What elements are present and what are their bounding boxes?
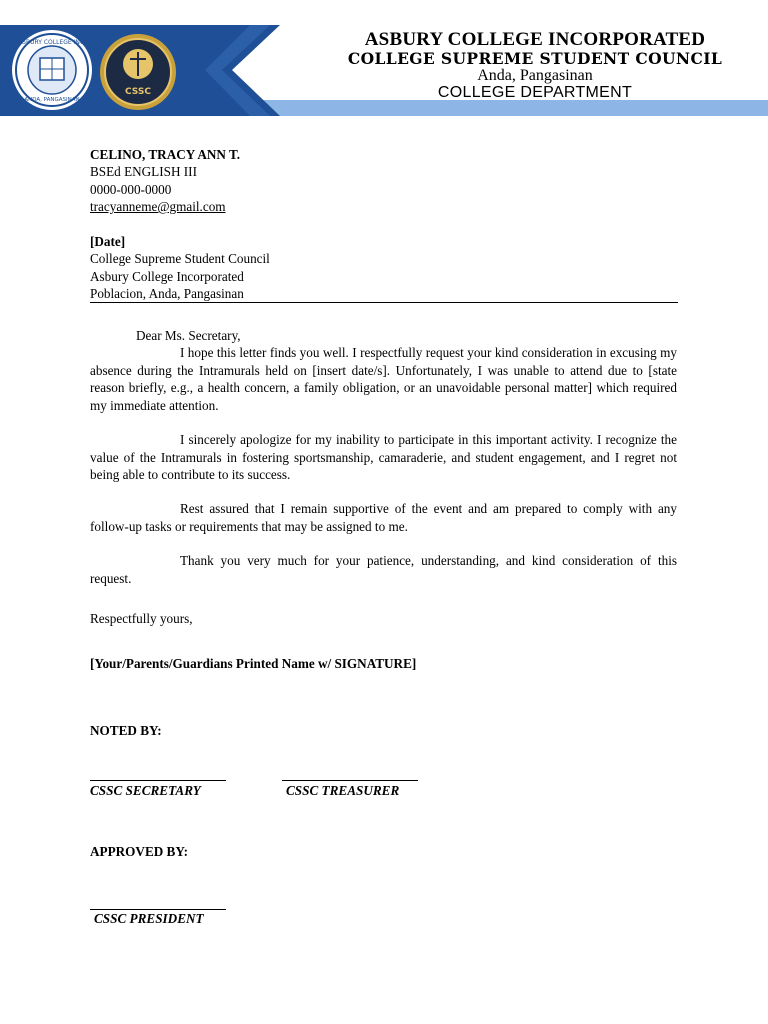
recipient-line-1: College Supreme Student Council xyxy=(90,251,270,266)
recipient-line-3: Poblacion, Anda, Pangasinan xyxy=(90,286,244,301)
paragraph-2: I sincerely apologize for my inability to participate in this important activity. I recognize the value of the Intramurals in fostering sportsmanship, camaraderie, and student engagement, and I regret not being able to contribute to its success. xyxy=(90,432,677,482)
svg-text:ANDA, PANGASINAN: ANDA, PANGASINAN xyxy=(24,97,80,103)
salutation: Dear Ms. Secretary, xyxy=(136,328,241,343)
cssc-seal-logo xyxy=(100,34,176,110)
treasurer-signature-line xyxy=(282,780,418,781)
date-placeholder: [Date] xyxy=(90,234,126,249)
svg-text:ASBURY COLLEGE INC.: ASBURY COLLEGE INC. xyxy=(18,39,86,46)
approved-by-label: APPROVED BY: xyxy=(90,844,189,859)
sender-course: BSEd ENGLISH III xyxy=(90,164,197,179)
paragraph-4: Thank you very much for your patience, understanding, and kind consideration of this request. xyxy=(90,553,677,586)
closing: Respectfully yours, xyxy=(90,611,193,626)
secretary-signature-line xyxy=(90,780,226,781)
president-signature-line xyxy=(90,909,226,910)
sender-email-link[interactable]: tracyanneme@gmail.com xyxy=(90,199,226,214)
signature-placeholder: [Your/Parents/Guardians Printed Name w/ SIGNATURE] xyxy=(90,656,417,671)
council-name: COLLEGE SUPREME STUDENT COUNCIL xyxy=(347,49,723,68)
sender-phone: 0000-000-0000 xyxy=(90,182,172,197)
letterhead xyxy=(0,0,768,120)
paragraph-1: I hope this letter finds you well. I respectfully request your kind consideration in excusing my absence during the Intramurals held on [insert date/s]. Unfortunately, I was unable to attend due to [state reason briefly, e.g., a health concern, a family obligation, or an unavoidable personal matter] which required my immediate attention. xyxy=(90,345,677,413)
department: COLLEGE DEPARTMENT xyxy=(437,84,633,101)
sender-name: CELINO, TRACY ANN T. xyxy=(90,147,241,162)
noted-by-label: NOTED BY: xyxy=(90,723,162,738)
college-seal-logo xyxy=(12,30,92,110)
recipient-line-2: Asbury College Incorporated xyxy=(90,269,244,284)
svg-text:CSSC: CSSC xyxy=(125,87,151,97)
treasurer-title: CSSC TREASURER xyxy=(286,783,400,798)
secretary-title: CSSC SECRETARY xyxy=(90,783,201,798)
paragraph-3: Rest assured that I remain supportive of the event and am prepared to comply with any follow-up tasks or requirements that may be assigned to me. xyxy=(90,501,677,534)
college-name: ASBURY COLLEGE INCORPORATED xyxy=(364,29,706,50)
divider-line xyxy=(90,302,678,303)
president-title: CSSC PRESIDENT xyxy=(94,911,204,926)
location: Anda, Pangasinan xyxy=(477,67,593,84)
